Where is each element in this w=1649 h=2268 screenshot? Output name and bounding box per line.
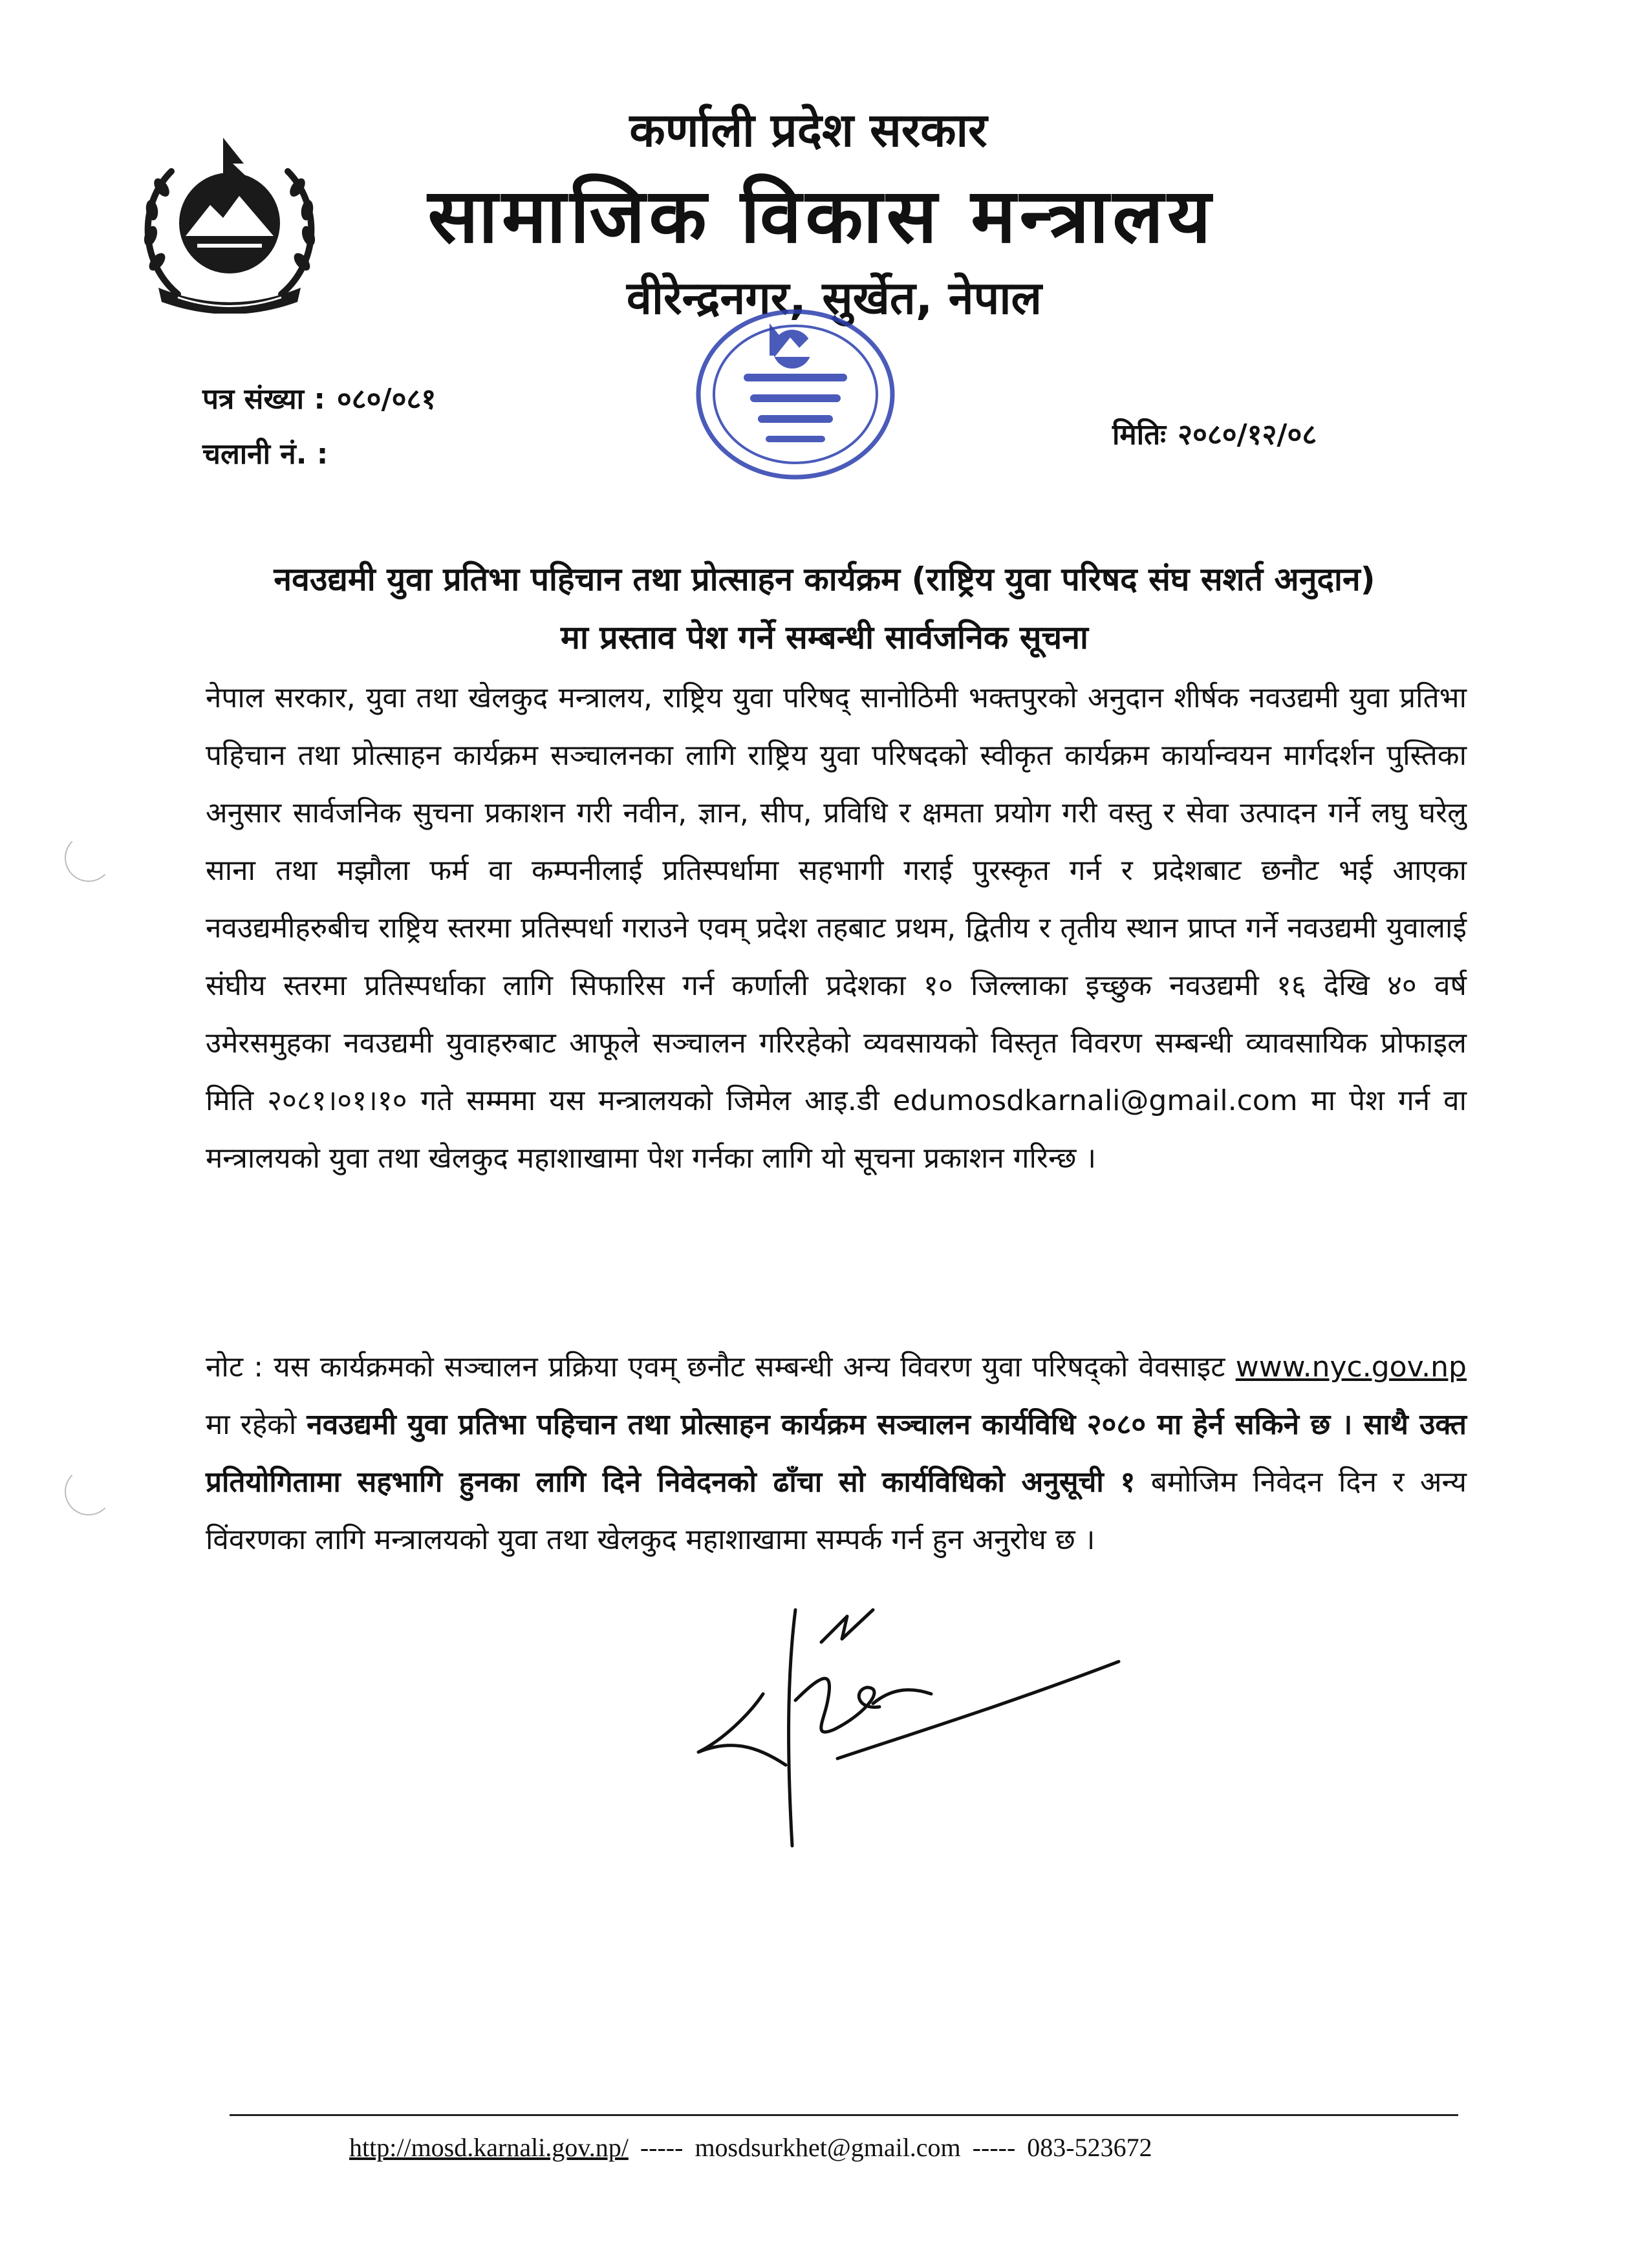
date-label: मितिः (1112, 418, 1167, 451)
footer-separator: ----- (640, 2133, 684, 2162)
note-text-2: मा रहेको (206, 1408, 297, 1441)
letter-number (202, 378, 436, 417)
notice-subject-line-1: नवउद्यमी युवा प्रतिभा पहिचान तथा प्रोत्साहन कार्यक्रम (राष्ट्रिय युवा परिषद संघ सशर्त अनुदान) (274, 561, 1375, 598)
body-text-end: मा पेश गर्न वा मन्त्रालयको युवा तथा खेलकुद महाशाखामा पेश गर्नका लागि यो सूचना प्रकाशन गरिन्छ । (206, 1084, 1467, 1175)
nyc-website-link[interactable]: www.nyc.gov.np (1235, 1351, 1467, 1384)
handwritten-signature-icon (673, 1590, 1158, 1849)
dispatch-number-label: चलानी नं. : (202, 438, 329, 471)
notice-body (206, 669, 1467, 1187)
dispatch-number (202, 433, 339, 472)
footer-contact (349, 2132, 1384, 2163)
ministry-email-link[interactable]: edumosdkarnali@gmail.com (892, 1084, 1298, 1117)
date-value: २०८०/१२/०८ (1178, 418, 1317, 451)
footer-divider (230, 2114, 1458, 2116)
note-text-3: बमोजिम निवेदन दिन र अन्य विंवरणका लागि मन्त्रालयको युवा तथा खेलकुद महाशाखामा सम्पर्क गर्न हुन अनुरोध छ । (206, 1466, 1467, 1556)
note-text-1: यस कार्यक्रमको सञ्चालन प्रक्रिया एवम् छनौट सम्बन्धी अन्य विवरण युवा परिषद्को वेवसाइट (274, 1351, 1225, 1384)
punch-hole-mark (65, 1468, 113, 1515)
nepal-coat-of-arms-icon (133, 133, 327, 314)
ministry-address: वीरेन्द्रनगर, सुर्खेत, नेपाल (627, 272, 1042, 325)
body-text: नेपाल सरकार, युवा तथा खेलकुद मन्त्रालय, राष्ट्रिय युवा परिषद् सानोठिमी भक्तपुरको अनुदान शीर्षक नवउद्यमी युवा प्रतिभा पहिचान तथा प्रोत्साहन कार्यक्रम सञ्चालनका लागि राष्ट्रिय युवा परिषदको स्वीकृत कार्यक्रम कार्यान्वयन मार्गदर्शन पुस्तिका अनुसार सार्वजनिक सुचना प्रकाशन गरी नवीन, ज्ञान, सीप, प्रविधि र क्षमता प्रयोग गरी वस्तु र सेवा उत्पादन गर्ने लघु घरेलु साना तथा मझौला फर्म वा कम्पनीलाई प्रतिस्पर्धामा सहभागी गराई पुरस्कृत गर्न र प्रदेशबाट छनौट भई आएका नवउद्यमीहरुबीच राष्ट्रिय स्तरमा प्रतिस्पर्धा गराउने एवम् प्रदेश तहबाट प्रथम, द्वितीय र तृतीय स्थान प्राप्त गर्ने नवउद्यमी युवालाई संघीय स्तरमा प्रतिस्पर्धाका लागि सिफारिस गर्न कर्णाली प्रदेशका १० जिल्लाका इच्छुक नवउद्यमी १६ देखि ४० वर्ष उमेरसमुहका नवउद्यमी युवाहरुबाट आफूले सञ्चालन गरिरहेको व्यवसायको विस्तृत विवरण सम्बन्धी व्यावसायिक प्रोफाइल मिति २०८१।०१।१० गते सम्ममा यस मन्त्रालयको जिमेल आइ.डी (206, 681, 1467, 1117)
province-government-title: कर्णाली प्रदेश सरकार (629, 103, 987, 157)
footer-separator: ----- (972, 2133, 1016, 2162)
letter-number-label: पत्र संख्या : (202, 383, 325, 416)
letter-date (1112, 414, 1317, 453)
ministry-title: सामाजिक विकास मन्त्रालय (427, 173, 1215, 260)
footer-phone: 083-523672 (1027, 2133, 1152, 2162)
ministry-round-seal-icon (685, 297, 905, 491)
notice-subject-line-2: मा प्रस्ताव पेश गर्ने सम्बन्धी सार्वजनिक सूचना (561, 619, 1088, 656)
ministry-website-link[interactable]: http://mosd.karnali.gov.np/ (349, 2133, 629, 2162)
footer-email-link[interactable]: mosdsurkhet@gmail.com (695, 2133, 961, 2162)
letter-number-value: ०८०/०८१ (336, 383, 436, 416)
punch-hole-mark (65, 834, 113, 882)
note-bold-text: नवउद्यमी युवा प्रतिभा पहिचान तथा प्रोत्साहन कार्यक्रम सञ्चालन कार्यविधि २०८० मा हेर्न सकिने छ । साथै उक्त प्रतियोगितामा सहभागि हुनका लागि दिने निवेदनको ढाँचा सो कार्यविधिको अनुसूची १ (206, 1408, 1467, 1499)
note-label: नोट : (206, 1351, 264, 1384)
notice-note (206, 1338, 1467, 1568)
